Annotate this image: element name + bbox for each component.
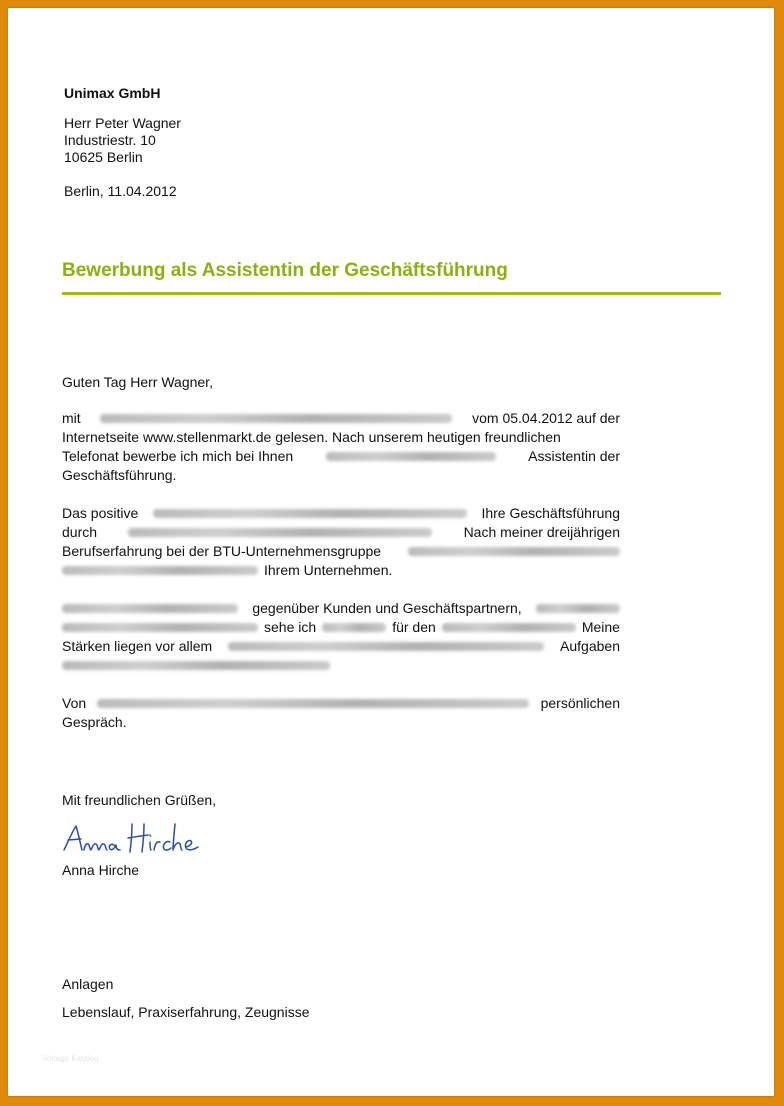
paragraph-line (62, 447, 620, 466)
attachments-label: Anlagen (62, 976, 114, 992)
subject-underline (62, 292, 721, 295)
recipient-address (64, 115, 181, 166)
redacted-text (408, 547, 620, 556)
text-segment: Geschäftsführung. (62, 467, 177, 483)
paragraph-line (62, 542, 620, 561)
text-segment: gegenüber Kunden und Geschäftspartnern, (252, 600, 522, 616)
handwritten-signature (62, 820, 202, 856)
letter-date: Berlin, 11.04.2012 (64, 183, 177, 199)
text-segment: Assistentin der (528, 448, 620, 464)
text-segment: Stärken liegen vor allem (62, 638, 213, 654)
greeting: Guten Tag Herr Wagner, (62, 374, 213, 390)
redacted-text (536, 604, 620, 613)
text-segment: Ihre Geschäftsführung (481, 505, 620, 521)
text-segment: Gespräch. (62, 714, 127, 730)
paragraph-line (62, 523, 620, 542)
text-segment: vom 05.04.2012 auf der (472, 410, 620, 426)
text-segment: Berufserfahrung bei der BTU-Unternehmensgruppe (62, 543, 382, 559)
paragraph-line (62, 409, 620, 428)
recipient-city: 10625 Berlin (64, 149, 143, 165)
text-segment: Meine (581, 619, 620, 635)
redacted-text (62, 604, 238, 613)
redacted-text (326, 452, 496, 461)
redacted-text (100, 414, 452, 423)
text-segment: Aufgaben (560, 638, 620, 654)
signer-name: Anna Hirche (62, 862, 140, 878)
text-segment: Internetseite www.stellenmarkt.de gelesen. Nach unserem heutigen freundlichen (62, 429, 561, 445)
redacted-text (97, 699, 529, 708)
text-segment: Nach meiner dreijährigen (463, 524, 620, 540)
paragraph-line (62, 599, 620, 618)
text-segment: Das positive (62, 505, 139, 521)
paragraph-line (62, 504, 620, 523)
text-segment: Von (62, 695, 87, 711)
recipient-street: Industriestr. 10 (64, 132, 156, 148)
paragraph-line (62, 713, 620, 732)
letter-page (8, 8, 774, 1096)
text-segment: Ihrem Unternehmen. (264, 562, 393, 578)
redacted-text (228, 642, 544, 651)
redacted-text (62, 623, 258, 632)
recipient-name: Herr Peter Wagner (64, 115, 181, 131)
watermark: Vorlage Katalog (42, 1054, 99, 1063)
paragraph-2 (62, 504, 620, 580)
redacted-text (62, 566, 258, 575)
redacted-text (62, 661, 330, 670)
closing-phrase: Mit freundlichen Grüßen, (62, 792, 217, 808)
paragraph-line (62, 637, 620, 656)
text-segment: sehe ich (264, 619, 317, 635)
text-segment: für den (392, 619, 436, 635)
company-name: Unimax GmbH (64, 85, 161, 101)
paragraph-line (62, 694, 620, 713)
text-segment: mit (62, 410, 81, 426)
paragraph-line (62, 656, 620, 675)
letter-subject: Bewerbung als Assistentin der Geschäftsführung (62, 260, 508, 281)
paragraph-line (62, 561, 620, 580)
text-segment: durch (62, 524, 98, 540)
text-segment: Telefonat bewerbe ich mich bei Ihnen (62, 448, 294, 464)
attachments-list: Lebenslauf, Praxiserfahrung, Zeugnisse (62, 1004, 310, 1020)
paragraph-1 (62, 409, 620, 485)
redacted-text (442, 623, 576, 632)
paragraph-line (62, 466, 620, 485)
redacted-text (153, 509, 467, 518)
redacted-text (128, 528, 432, 537)
paragraph-4 (62, 694, 620, 732)
text-segment: persönlichen (540, 695, 620, 711)
paragraph-line (62, 618, 620, 637)
paragraph-line (62, 428, 620, 447)
redacted-text (322, 623, 386, 632)
paragraph-3 (62, 599, 620, 675)
